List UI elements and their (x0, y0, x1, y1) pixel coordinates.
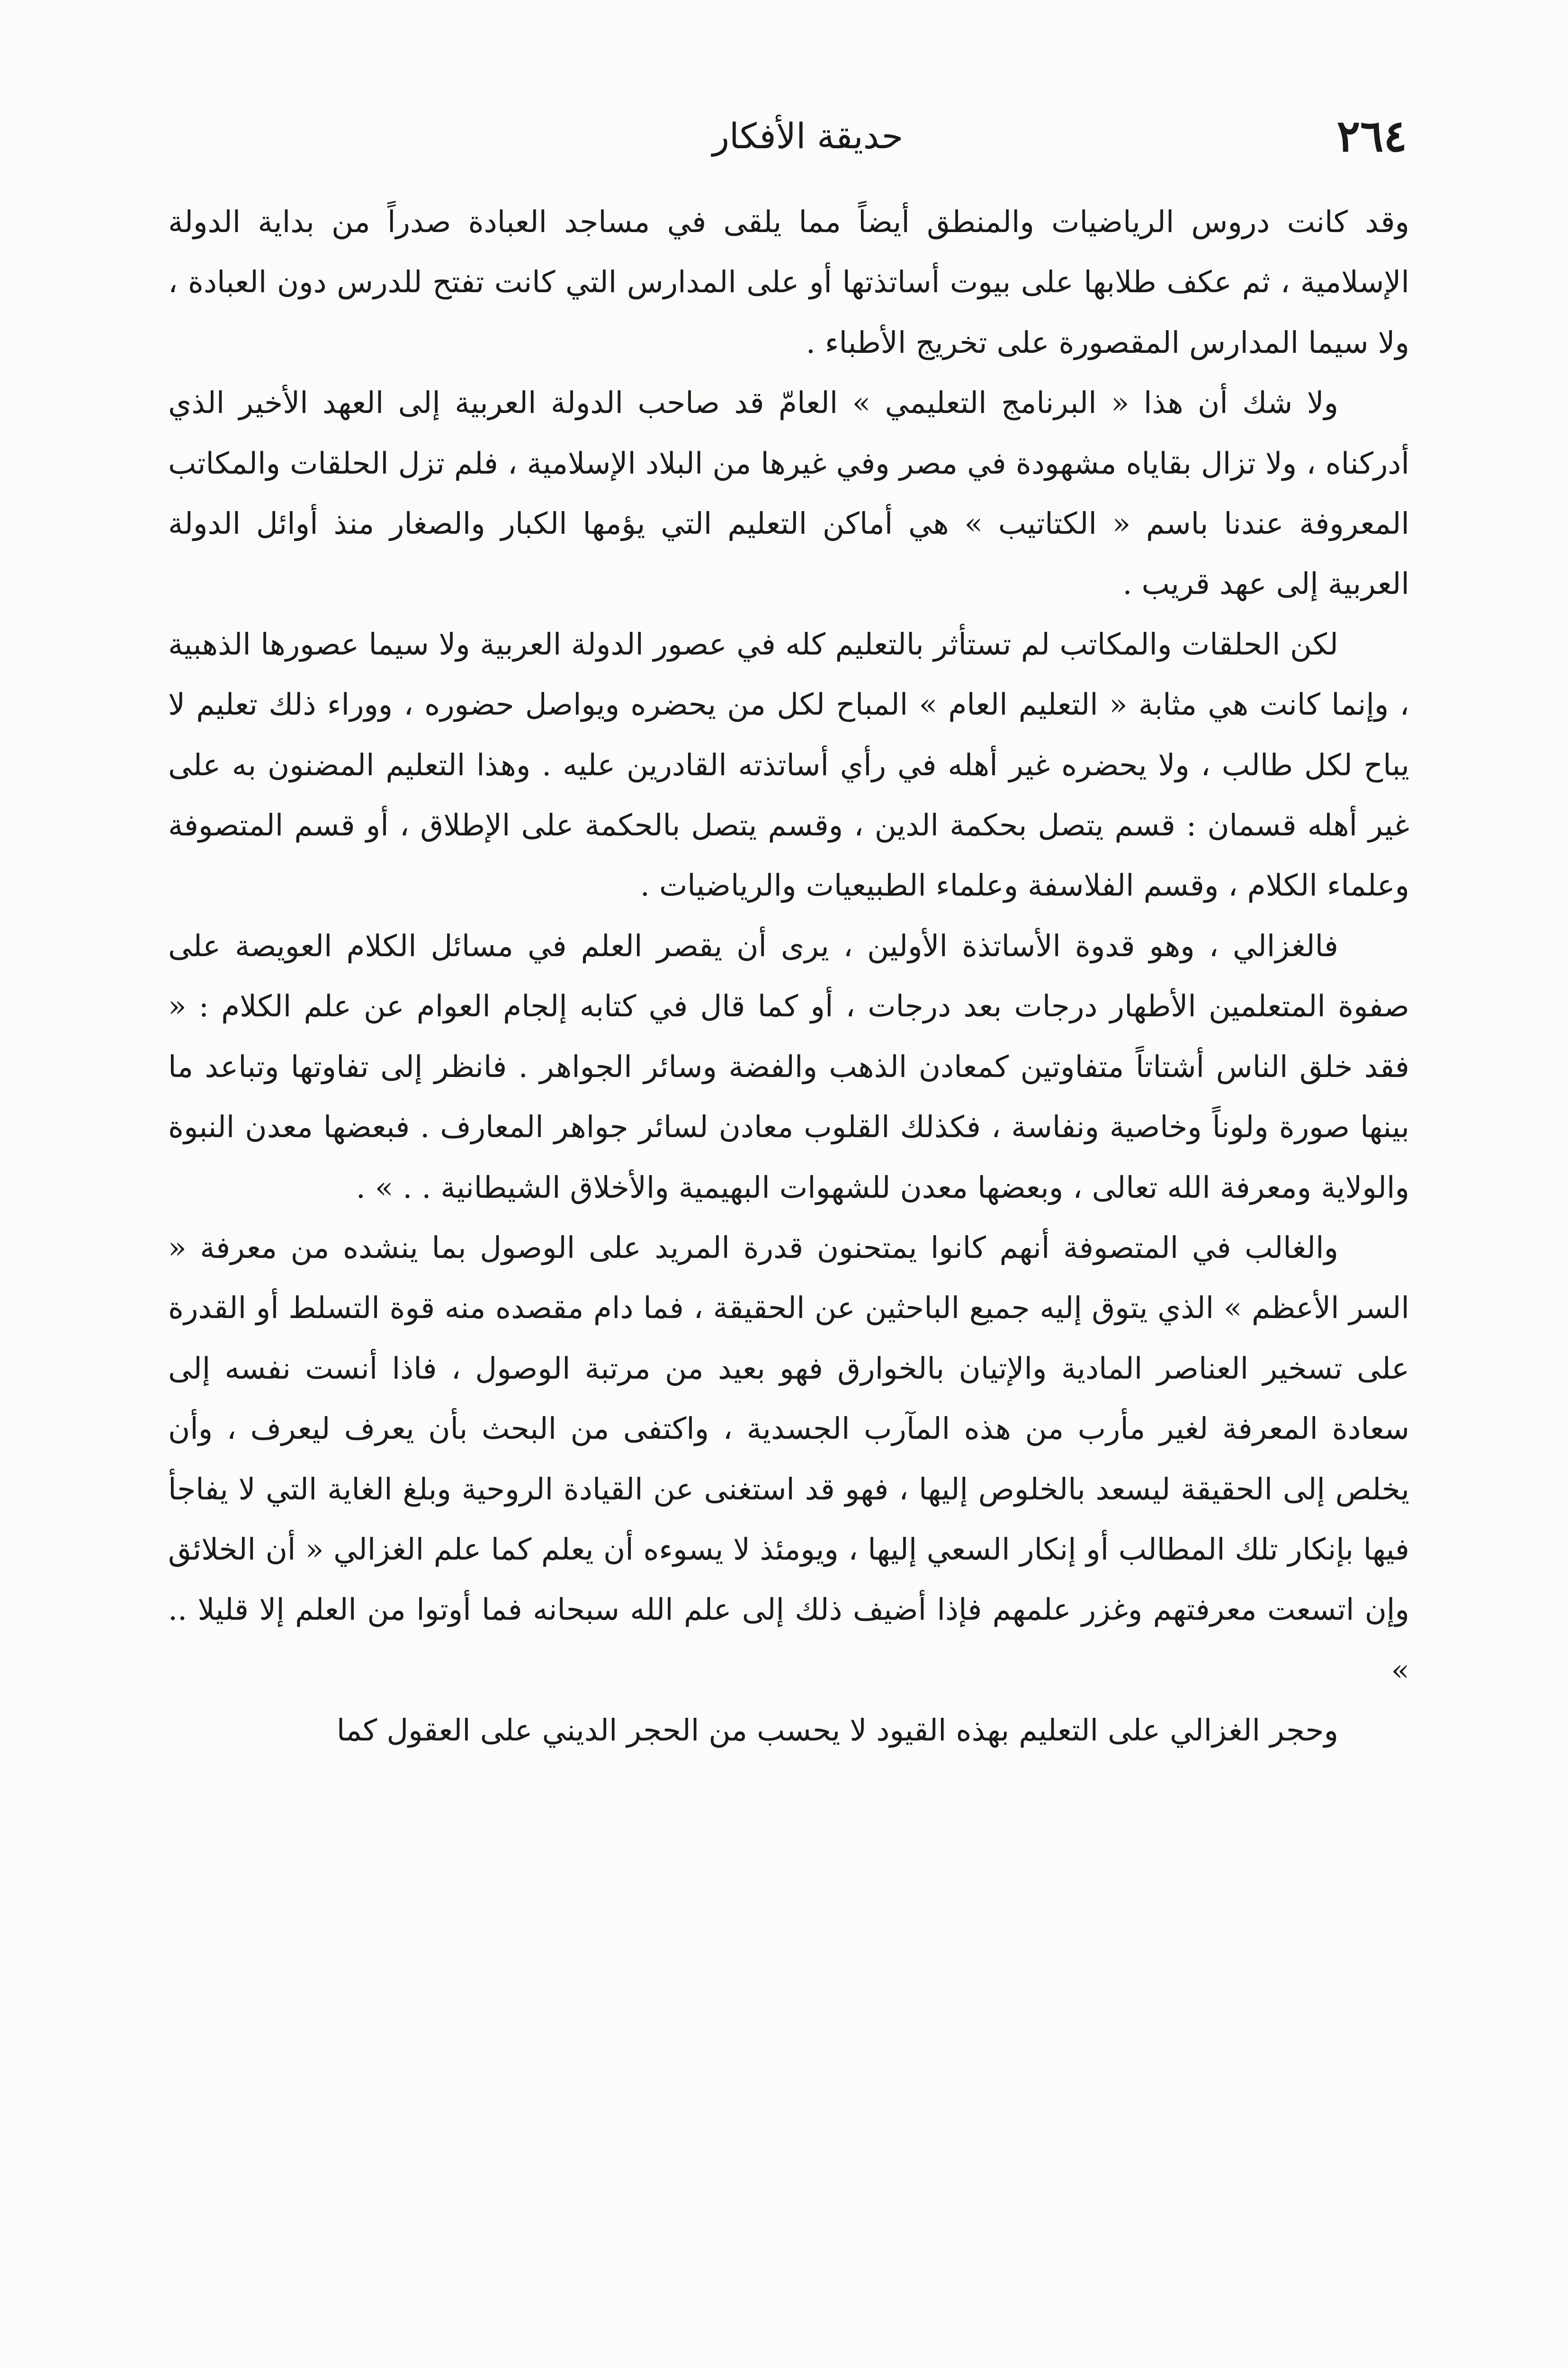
page-number: ٢٦٤ (1336, 110, 1407, 161)
paragraph: ولا شك أن هذا « البرنامج التعليمي » العامّ قد صاحب الدولة العربية إلى العهد الأخير الذي أدركناه ، ولا تزال بقاياه مشهودة في مصر وفي غيرها من البلاد الإسلامية ، فلم تزل الحلقات والمكاتب المعروفة عندنا باسم « الكتاتيب » هي أماكن التعليم التي يؤمها الكبار والصغار منذ أوائل الدولة العربية إلى عهد قريب . (168, 386, 1409, 601)
paragraph: لكن الحلقات والمكاتب لم تستأثر بالتعليم كله في عصور الدولة العربية ولا سيما عصورها الذهبية ، وإنما كانت هي مثابة « التعليم العام » المباح لكل من يحضره ويواصل حضوره ، ووراء ذلك تعليم لا يباح لكل طالب ، ولا يحضره غير أهله في رأي أساتذته القادرين عليه . وهذا التعليم المضنون به على غير أهله قسمان : قسم يتصل بحكمة الدين ، وقسم يتصل بالحكمة على الإطلاق ، أو قسم المتصوفة وعلماء الكلام ، وقسم الفلاسفة وعلماء الطبيعيات والرياضيات . (168, 627, 1409, 903)
paragraph: وحجر الغزالي على التعليم بهذه القيود لا يحسب من الحجر الديني على العقول كما (336, 1713, 1338, 1748)
paragraph: والغالب في المتصوفة أنهم كانوا يمتحنون قدرة المريد على الوصول بما ينشده من معرفة « السر الأعظم » الذي يتوق إليه جميع الباحثين عن الحقيقة ، فما دام مقصده منه قوة التسلط أو القدرة على تسخير العناصر المادية والإتيان بالخوارق فهو بعيد من مرتبة الوصول ، فاذا أنست نفسه إلى سعادة المعرفة لغير مأرب من هذه المآرب الجسدية ، واكتفى من البحث بأن يعرف ليعرف ، وأن يخلص إلى الحقيقة ليسعد بالخلوص إليها ، فهو قد استغنى عن القيادة الروحية وبلغ الغاية التي لا يفاجأ فيها بإنكار تلك المطالب أو إنكار السعي إليها ، ويومئذ لا يسوءه أن يعلم كما علم الغزالي « أن الخلائق وإن اتسعت معرفتهم وغزر علمهم فإذا أضيف ذلك إلى علم الله سبحانه فما أوتوا من العلم إلا قليلا .. » (168, 1230, 1409, 1687)
running-head (170, 110, 1407, 162)
body-text (168, 192, 1409, 1761)
running-title: حديقة الأفكار (712, 116, 904, 157)
paragraph: وقد كانت دروس الرياضيات والمنطق أيضاً مما يلقى في مساجد العبادة صدراً من بداية الدولة الإسلامية ، ثم عكف طلابها على بيوت أساتذتها أو على المدارس التي كانت تفتح للدرس دون العبادة ، ولا سيما المدارس المقصورة على تخريج الأطباء . (168, 205, 1409, 360)
paragraph: فالغزالي ، وهو قدوة الأساتذة الأولين ، يرى أن يقصر العلم في مسائل الكلام العويصة على صفوة المتعلمين الأطهار درجات بعد درجات ، أو كما قال في كتابه إلجام العوام عن علم الكلام : « فقد خلق الناس أشتاتاً متفاوتين كمعادن الذهب والفضة وسائر الجواهر . فانظر إلى تفاوتها وتباعد ما بينها صورة ولوناً وخاصية ونفاسة ، فكذلك القلوب معادن لسائر جواهر المعارف . فبعضها معدن النبوة والولاية ومعرفة الله تعالى ، وبعضها معدن للشهوات البهيمية والأخلاق الشيطانية . . » . (168, 928, 1409, 1205)
